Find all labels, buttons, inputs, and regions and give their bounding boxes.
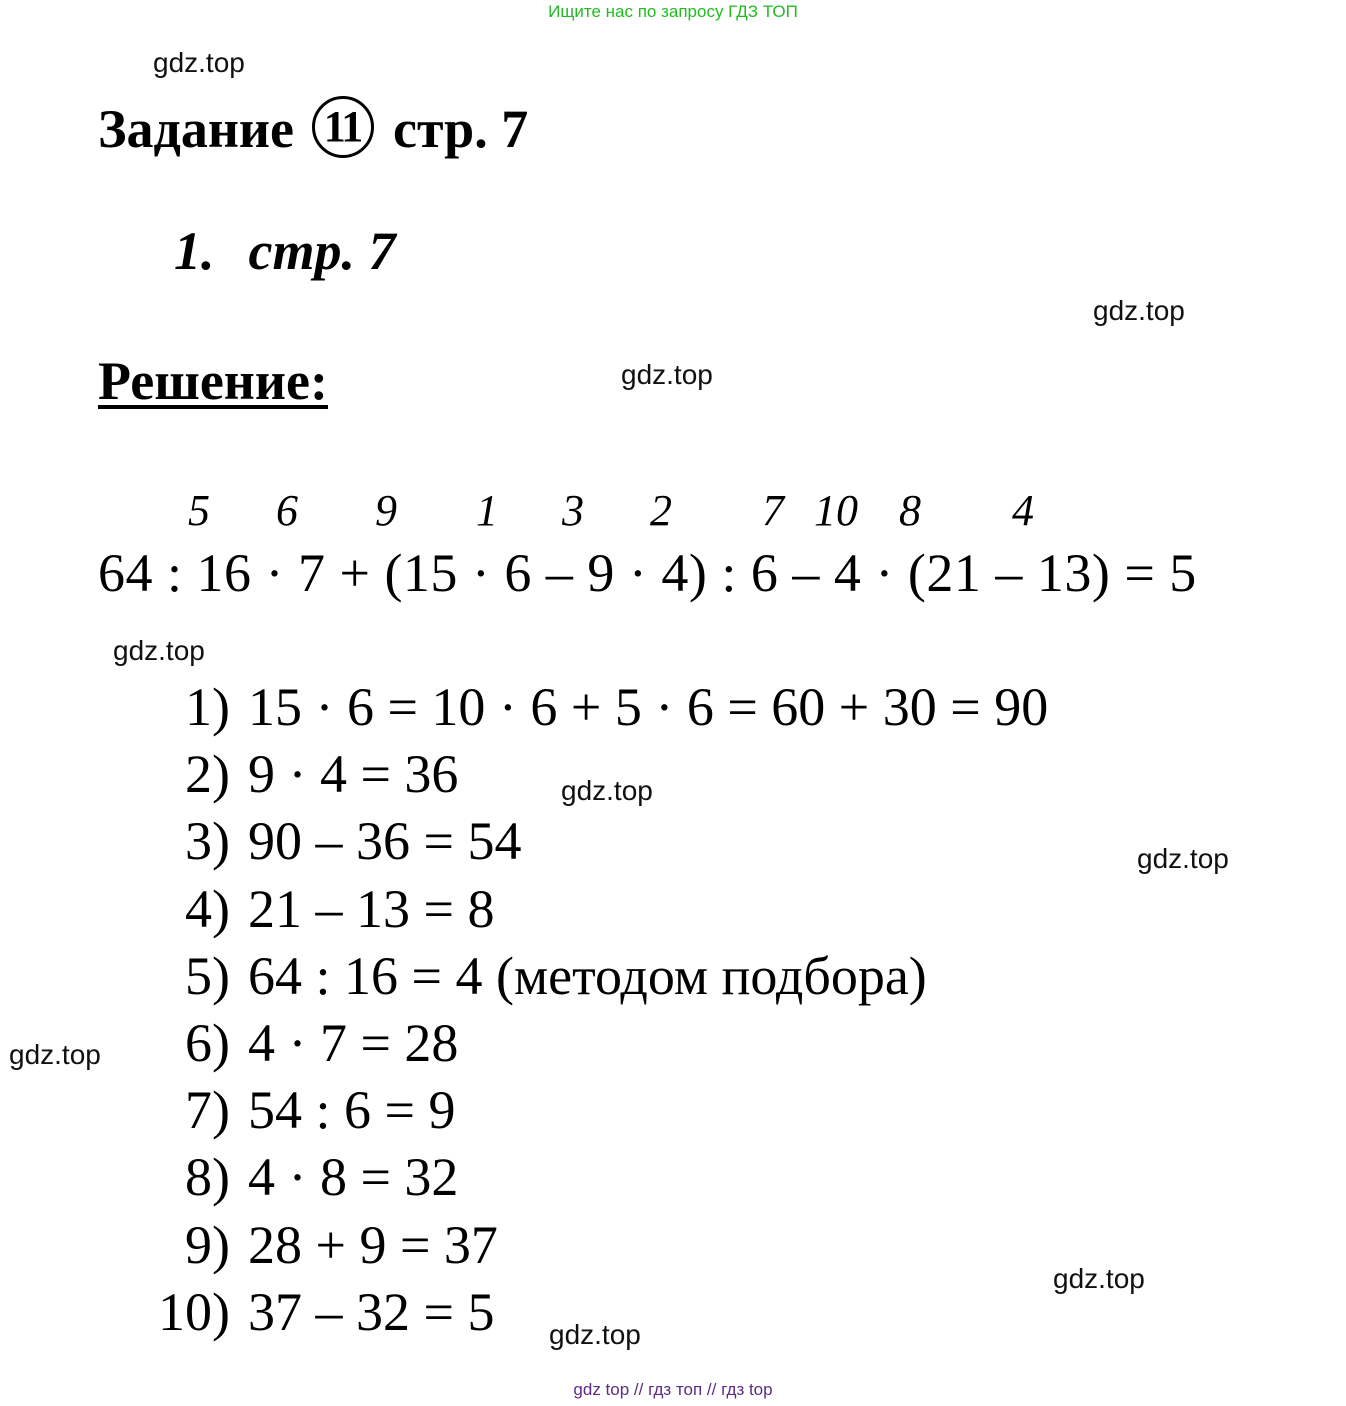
watermark: gdz.top (153, 47, 245, 78)
step-text: 21 – 13 = 8 (248, 878, 495, 939)
task-title-prefix: Задание (98, 99, 295, 159)
order-mark: 6 (276, 486, 298, 535)
step-text: 28 + 9 = 37 (248, 1214, 498, 1275)
step-number: 8) (185, 1147, 230, 1208)
order-mark: 4 (1012, 486, 1034, 535)
step-row (140, 741, 1048, 808)
watermark: gdz.top (621, 359, 713, 390)
watermark: gdz.top (9, 1039, 101, 1070)
step-row (140, 674, 1048, 741)
step-number: 5) (185, 945, 230, 1006)
step-row (140, 1212, 1048, 1279)
step-text: 4 · 7 = 28 (248, 1012, 459, 1073)
solution-heading: Решение: (98, 351, 328, 411)
exercise-number: 1. (174, 221, 215, 281)
watermark: gdz.top (113, 635, 205, 666)
step-row (140, 943, 1048, 1010)
step-row (140, 808, 1048, 875)
step-text: 90 – 36 = 54 (248, 811, 522, 872)
step-number: 2) (185, 744, 230, 805)
step-number: 6) (185, 1012, 230, 1073)
step-row (140, 876, 1048, 943)
step-number: 10) (158, 1281, 230, 1342)
order-mark: 1 (476, 486, 498, 535)
order-mark: 2 (650, 486, 672, 535)
task-title (98, 96, 528, 162)
step-row (140, 1144, 1048, 1211)
step-row (140, 1279, 1048, 1346)
main-expression: 64 : 16 · 7 + (15 · 6 – 9 · 4) : 6 – 4 · (21 – 13) = 5 (98, 543, 1197, 603)
step-number: 7) (185, 1080, 230, 1141)
task-number-badge: 11 (312, 96, 374, 158)
step-text: 54 : 6 = 9 (248, 1080, 456, 1141)
step-text: 4 · 8 = 32 (248, 1147, 459, 1208)
order-mark: 7 (762, 486, 784, 535)
order-mark: 5 (188, 486, 210, 535)
watermark: gdz.top (549, 1319, 641, 1350)
step-number: 4) (185, 878, 230, 939)
exercise-page: стр. 7 (248, 221, 396, 281)
step-text: 37 – 32 = 5 (248, 1281, 495, 1342)
order-mark: 3 (562, 486, 584, 535)
step-row (140, 1077, 1048, 1144)
order-mark: 10 (814, 486, 858, 535)
watermark: gdz.top (1053, 1263, 1145, 1294)
step-text: 64 : 16 = 4 (методом подбора) (248, 945, 927, 1006)
step-row (140, 1010, 1048, 1077)
task-title-suffix: стр. 7 (393, 99, 529, 159)
step-number: 1) (185, 677, 230, 737)
order-mark: 9 (375, 486, 397, 535)
order-mark: 8 (899, 486, 921, 535)
step-text: 15 · 6 = 10 · 6 + 5 · 6 = 60 + 30 = 90 (248, 677, 1049, 737)
step-number: 9) (185, 1214, 230, 1275)
solution-steps (140, 674, 1048, 1346)
top-banner: Ищите нас по запросу ГДЗ ТОП (548, 2, 798, 21)
exercise-heading (174, 218, 395, 284)
step-text: 9 · 4 = 36 (248, 744, 459, 805)
watermark: gdz.top (1137, 843, 1229, 874)
step-number: 3) (185, 811, 230, 872)
footer-links[interactable]: gdz top // гдз топ // гдз top (573, 1380, 773, 1399)
watermark: gdz.top (1093, 295, 1185, 326)
watermark: gdz.top (561, 775, 653, 806)
